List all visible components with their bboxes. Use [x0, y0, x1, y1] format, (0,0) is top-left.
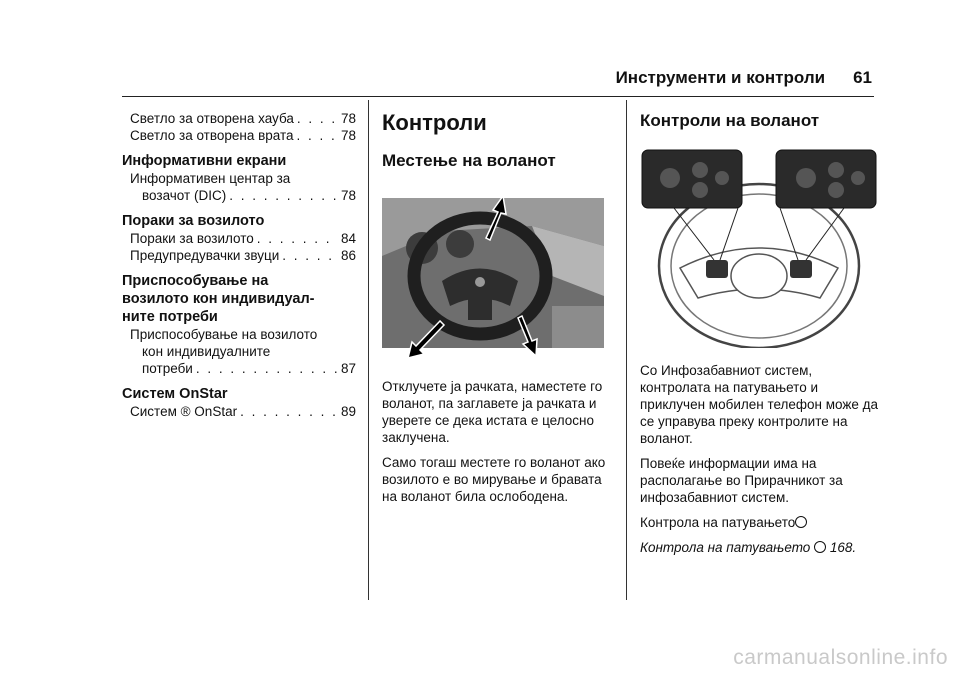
- toc-entry-text[interactable]: Приспособување на возилото: [130, 327, 318, 342]
- wheel-hub: [731, 254, 787, 298]
- console: [552, 306, 604, 348]
- page-header: [580, 68, 872, 88]
- reference-arrow-icon: [814, 541, 826, 553]
- mute-icon: [692, 182, 708, 198]
- reference-line: Контрола на патувањето: [640, 514, 880, 531]
- steering-adjust-illustration: [382, 186, 604, 366]
- toc-entry[interactable]: Предупредувачки звуци . . . 86: [122, 247, 356, 264]
- section-title: Контроли на воланот: [640, 111, 820, 130]
- right-column: [640, 110, 880, 564]
- left-control-pad: [706, 260, 728, 278]
- toc-section-heading: Пораки за возилото: [122, 213, 265, 229]
- paragraph: Со Инфозабавниот систем, контролата на патувањето и приклучен мобилен телефон може да се управува преку контролите на воланот.: [640, 363, 879, 446]
- paragraph: Повеќе информации има на располагање во Прирачникот за инфозабавниот систем.: [640, 456, 843, 505]
- toc-entry[interactable]: Пораки за возилото . . . 84: [122, 230, 356, 247]
- right-control-pad: [790, 260, 812, 278]
- toc-section-heading: Информативни екрани: [122, 153, 287, 169]
- cross-reference[interactable]: Контрола на патувањето 168.: [640, 540, 857, 555]
- toc-section-heading: Систем OnStar: [122, 386, 228, 402]
- toc-entry[interactable]: Светло за отворена врата . . . 78: [122, 127, 356, 144]
- watermark: carmanualsonline.info: [733, 646, 948, 669]
- steering-controls-illustration: [640, 148, 878, 348]
- column-divider-1: [368, 100, 369, 600]
- page-number: 61: [853, 68, 872, 87]
- subsection-title: Местење на воланот: [382, 151, 556, 170]
- voice-icon: [692, 162, 708, 178]
- middle-column: [382, 110, 614, 513]
- column-divider-2: [626, 100, 627, 600]
- toc-entry[interactable]: Систем ® OnStar . . . 89: [122, 403, 356, 420]
- toc-column: [122, 110, 356, 420]
- header-title: Инструменти и контроли: [615, 68, 826, 87]
- minus-icon: [828, 182, 844, 198]
- toc-entry[interactable]: возачот (DIC) . . . 78: [122, 187, 356, 204]
- paragraph: Отклучете ја рачката, наместете го воланот, па заглавете ја рачката и уверете се дека истата е целосно заклучена.: [382, 379, 603, 445]
- paragraph: Само тогаш местете го воланот ако возилото е во мирување и бравата на воланот била ослободена.: [382, 455, 606, 504]
- logo-icon: [475, 277, 485, 287]
- toc-entry[interactable]: Светло за отворена хауба . . . 78: [122, 110, 356, 127]
- reference-arrow-icon: [795, 516, 807, 528]
- toc-section-heading: Приспособување на возилото кон индивидуал- ните потреби: [122, 273, 315, 325]
- volume-icon: [715, 171, 729, 185]
- cruise-icon: [796, 168, 816, 188]
- instrument-dial: [446, 230, 474, 258]
- phone-icon: [660, 168, 680, 188]
- plus-icon: [828, 162, 844, 178]
- limiter-icon: [851, 171, 865, 185]
- header-rule: [122, 96, 874, 97]
- toc-entry-text[interactable]: кон индивидуалните: [142, 344, 271, 359]
- toc-entry[interactable]: потреби . . . 87: [122, 360, 356, 377]
- section-title: Контроли: [382, 110, 487, 135]
- toc-entry-text[interactable]: Информативен центар за: [130, 171, 291, 186]
